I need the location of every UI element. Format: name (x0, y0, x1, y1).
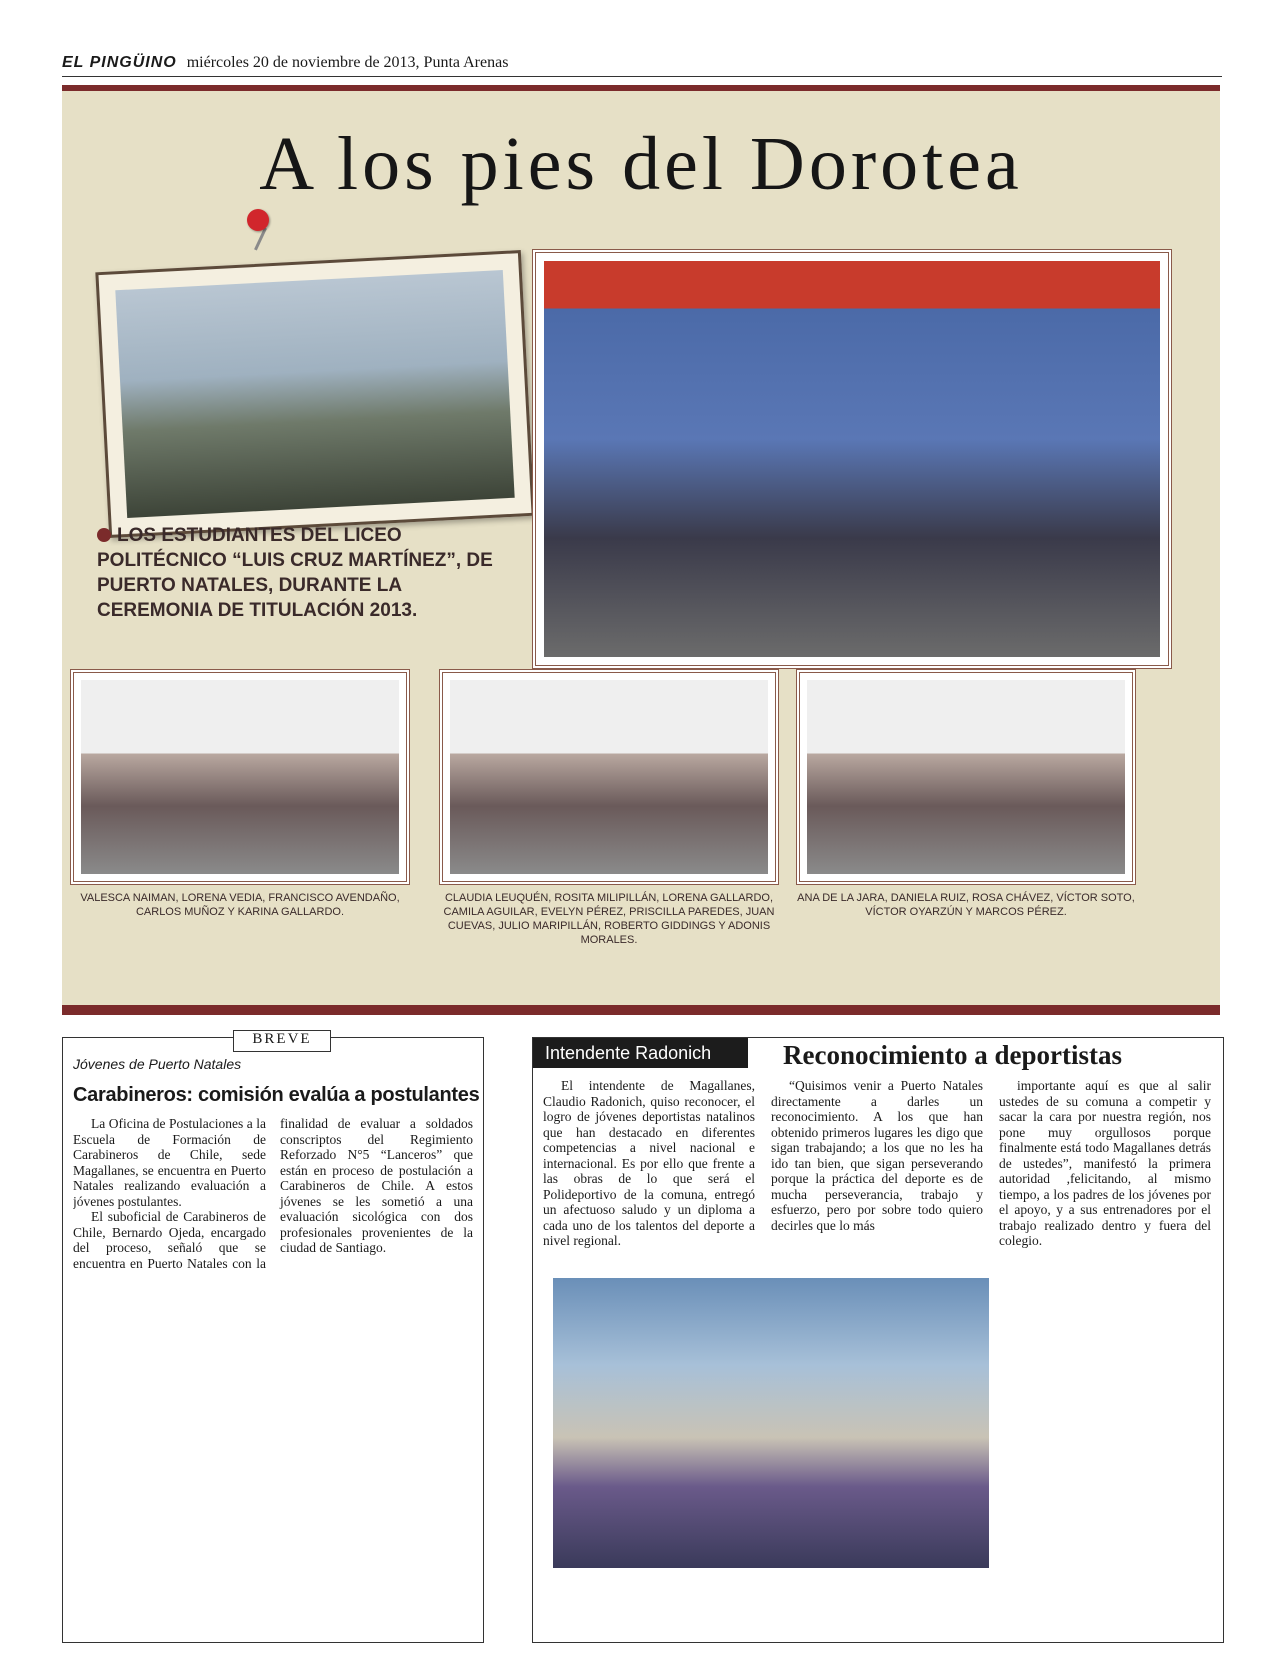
breve-paragraph: La Oficina de Postulaciones a la Escuela de Formación de Carabineros de Chile, sede Magallanes, se encuentra en Puerto Natales realizando evaluación a jóvenes postulantes. (73, 1116, 266, 1209)
photo-feature (62, 85, 1220, 1015)
athletes-photo (553, 1278, 989, 1568)
group-photo-3 (796, 669, 1136, 885)
ceremony-photo-frame (532, 249, 1172, 669)
article-column-2: “Quisimos venir a Puerto Natales directamente a darles un reconocimiento. A los que han obtenido primeros lugares les digo que sigan trabajando; a los que no les ha ido tan bien, que sigan perseverando porque la práctica del deporte es de mucha perseverancia, trabajo y esfuerzo, pero por sobre todo quiero decirles que lo más (771, 1078, 983, 1233)
main-caption-text: LOS ESTUDIANTES DEL LICEO POLITÉCNICO “LUIS CRUZ MARTÍNEZ”, DE PUERTO NATALES, DURANTE LA CEREMONIA DE TITULACIÓN 2013. (97, 525, 493, 621)
bullet-icon (97, 528, 111, 542)
monument-photo (115, 270, 514, 518)
sports-article (532, 1037, 1224, 1643)
feature-title: A los pies del Dorotea (259, 122, 1023, 206)
pushpin-icon (247, 209, 269, 231)
breve-tab: BREVE (233, 1030, 331, 1052)
monument-polaroid (95, 250, 534, 538)
group-photo-1-image (81, 680, 399, 874)
article-headline: Reconocimiento a deportistas (783, 1040, 1122, 1070)
dateline: miércoles 20 de noviembre de 2013, Punta Arenas (186, 54, 509, 71)
paper-name: EL PINGÜINO (62, 54, 177, 71)
group-photo-1 (70, 669, 410, 885)
group-photo-1-caption: VALESCA NAIMAN, LORENA VEDIA, FRANCISCO AVENDAÑO, CARLOS MUÑOZ Y KARINA GALLARDO. (80, 892, 400, 918)
article-kicker: Intendente Radonich (533, 1038, 748, 1068)
ceremony-photo (544, 261, 1160, 657)
breve-box (62, 1031, 484, 1643)
article-body (543, 1078, 1215, 1634)
group-photo-2-caption: CLAUDIA LEUQUÉN, ROSITA MILIPILLÁN, LORENA GALLARDO, CAMILA AGUILAR, EVELYN PÉREZ, PRISCILLA PAREDES, JUAN CUEVAS, JULIO MARIPILLÁN, ROBERTO GIDDINGS Y ADONIS MORALES. (443, 892, 775, 946)
group-photo-2 (439, 669, 779, 885)
breve-paragraph: El suboficial de Carabineros de Chile, Bernardo Ojeda, encargado del proceso, señaló que se encuentra en Puerto Natales con la finalidad de evaluar a soldados conscriptos del Regimiento Reforzado N°5 “Lanceros” que están en proceso de postulación a Carabineros de Chile. A estos jóvenes se les sometió a una evaluación sicológica con dos profesionales provenientes de la ciudad de Santiago. (73, 1116, 473, 1271)
article-column-1: El intendente de Magallanes, Claudio Radonich, quiso reconocer, el logro de jóvenes deportistas natalinos que han destacado en diferentes competencias a nivel nacional e internacional. Es por ello que frente a las obras de lo que será el Polideportivo de la comuna, entregó un afectuoso saludo y un diploma a cada uno de los talentos del deporte a nivel regional. (543, 1078, 755, 1248)
article-paragraph: importante aquí es que al salir ustedes de su comuna a competir y sacar la cara por nuestra región, nos pone muy orgullosos porque finalmente está todo Magallanes detrás de ustedes”, manifestó la primera autoridad ,felicitando, al mismo tiempo, a los padres de los jóvenes por el apoyo, y a sus entrenadores por el trabajo realizado dentro y fuera del colegio. (999, 1078, 1211, 1248)
group-photo-2-image (450, 680, 768, 874)
masthead-rule (62, 76, 1222, 77)
group-photo-3-caption: ANA DE LA JARA, DANIELA RUIZ, ROSA CHÁVEZ, VÍCTOR SOTO, VÍCTOR OYARZÚN Y MARCOS PÉREZ. (797, 892, 1135, 918)
article-column-3 (999, 1078, 1211, 1634)
masthead (62, 52, 1222, 74)
breve-kicker: Jóvenes de Puerto Natales (73, 1056, 242, 1072)
breve-headline: Carabineros: comisión evalúa a postulantes (73, 1084, 480, 1106)
breve-body (73, 1116, 473, 1634)
group-photo-3-image (807, 680, 1125, 874)
main-caption (97, 523, 517, 623)
